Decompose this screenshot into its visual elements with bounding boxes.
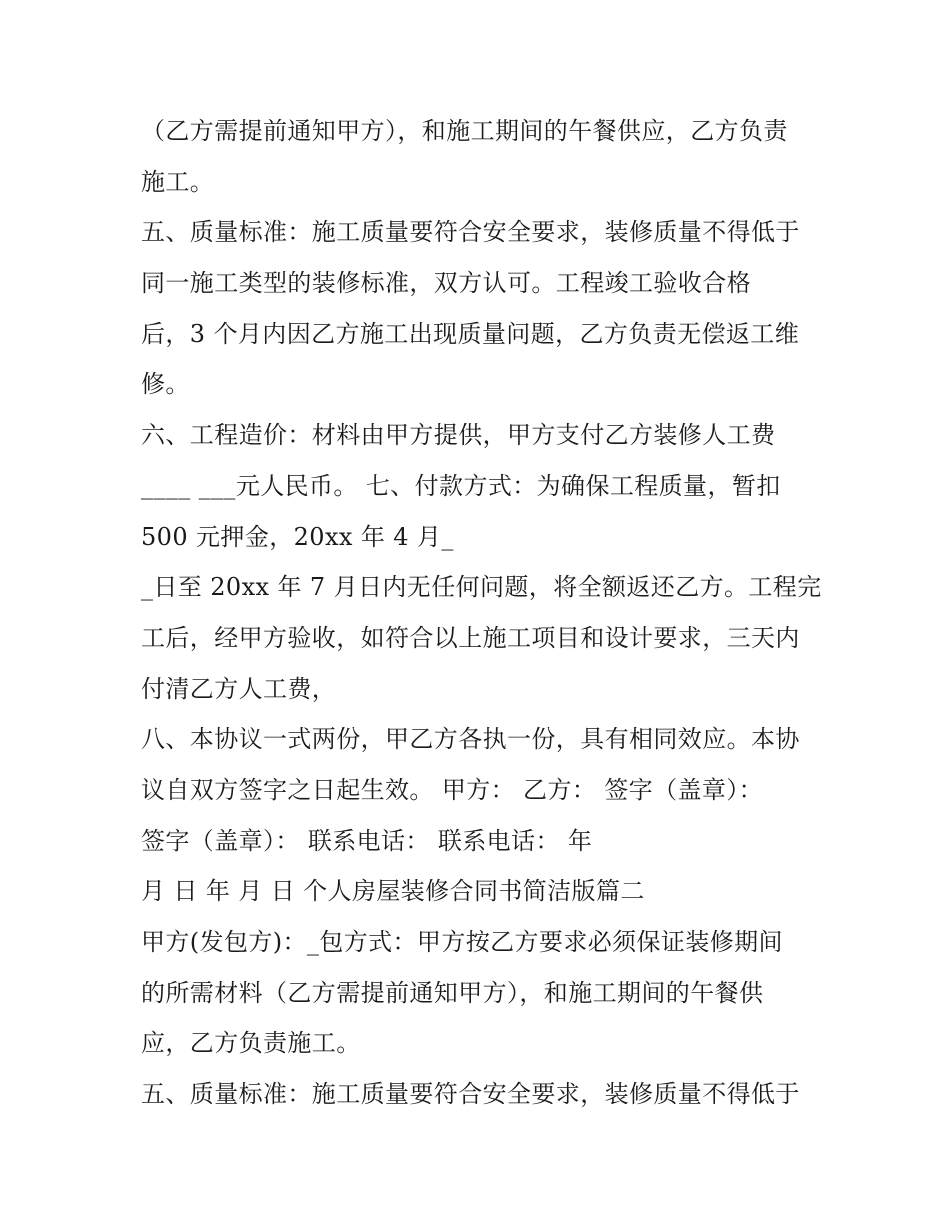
text-line: 施工。	[141, 167, 215, 196]
text-line: （乙方需提前通知甲方），和施工期间的午餐供应，乙方负责	[141, 117, 788, 145]
text-line: 后，3 个月内因乙方施工出现质量问题，乙方负责无偿返工维	[141, 319, 800, 348]
text-line: 工后，经甲方验收，如符合以上施工项目和设计要求，三天内	[141, 623, 800, 652]
text-line: 500 元押金，20xx 年 4 月_	[141, 522, 454, 551]
contract-text-block	[141, 106, 831, 1120]
text-line: 八、本协议一式两份，甲乙方各执一份，具有相同效应。本协	[141, 725, 800, 754]
text-line: 议自双方签字之日起生效。 甲方： 乙方： 签字（盖章）：	[141, 775, 764, 804]
text-line: 签字（盖章）： 联系电话： 联系电话： 年	[141, 826, 593, 855]
text-line: 六、工程造价：材料由甲方提供，甲方支付乙方装修人工费	[141, 421, 776, 450]
text-line: 的所需材料（乙方需提前通知甲方），和施工期间的午餐供	[141, 978, 764, 1007]
text-line: 修。	[141, 370, 190, 399]
text-line: 付清乙方人工费，	[141, 674, 337, 703]
text-line: 甲方(发包方)：_包方式：甲方按乙方要求必须保证装修期间	[141, 928, 783, 956]
text-line: 月 日 年 月 日 个人房屋装修合同书简洁版篇二	[141, 877, 645, 906]
text-line: ____ ___元人民币。 七、付款方式：为确保工程质量，暂扣	[141, 471, 781, 500]
text-line: _日至 20xx 年 7 月日内无任何问题，将全额返还乙方。工程完	[141, 573, 822, 602]
text-line: 应，乙方负责施工。	[141, 1029, 361, 1058]
text-line: 同一施工类型的装修标准，双方认可。工程竣工验收合格	[141, 269, 751, 298]
text-line: 五、质量标准：施工质量要符合安全要求，装修质量不得低于	[141, 1080, 800, 1109]
text-line: 五、质量标准：施工质量要符合安全要求，装修质量不得低于	[141, 218, 800, 247]
